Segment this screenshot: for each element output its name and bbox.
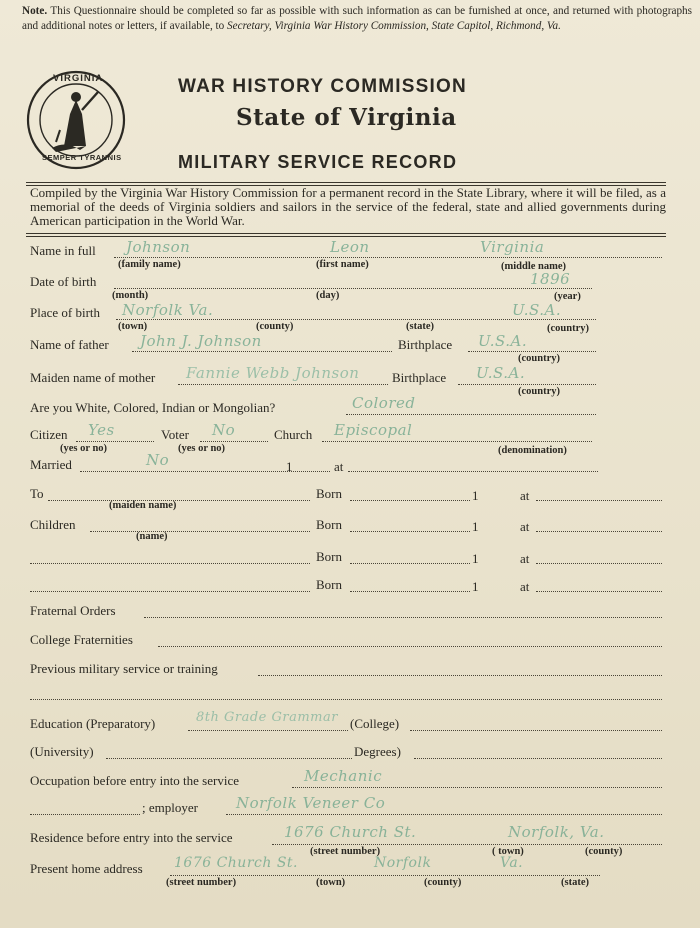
child1-one: 1	[472, 519, 479, 534]
sub-child-name: (name)	[136, 531, 168, 542]
sub-res-street: (street number)	[310, 846, 381, 857]
child1-born: Born	[316, 517, 342, 532]
sub-county: (county)	[256, 321, 294, 332]
married-at: at	[334, 459, 344, 474]
label-mother-birthplace: Birthplace	[392, 370, 447, 385]
seal-top-text: VIRGINIA	[53, 73, 104, 84]
sub-present-state: (state)	[561, 877, 589, 888]
hw-pob-town: Norfolk Va.	[122, 301, 214, 319]
education-college-field[interactable]	[410, 730, 662, 731]
label-citizen: Citizen	[30, 427, 68, 442]
pob-field[interactable]	[116, 319, 596, 320]
child2-at: at	[520, 551, 530, 566]
child2-born-field[interactable]	[350, 563, 470, 564]
sub-citizen-yesno: (yes or no)	[60, 443, 108, 454]
education-prep-field[interactable]	[188, 730, 348, 731]
sub-state: (state)	[406, 321, 434, 332]
label-married: Married	[30, 457, 72, 472]
label-employer: ; employer	[142, 800, 198, 815]
prev-service-field-2[interactable]	[30, 699, 662, 700]
to-field[interactable]	[48, 500, 310, 501]
label-race: Are you White, Colored, Indian or Mongolian?	[30, 400, 276, 415]
father-birthplace-field[interactable]	[468, 351, 596, 352]
child3-born: Born	[316, 577, 342, 592]
voter-field[interactable]	[200, 441, 268, 442]
intro-rule-bottom	[26, 236, 666, 237]
sub-present-street: (street number)	[166, 877, 237, 888]
child2-born: Born	[316, 549, 342, 564]
fraternal-field[interactable]	[144, 617, 662, 618]
child3-at: at	[520, 579, 530, 594]
to-born-field[interactable]	[350, 500, 470, 501]
college-frat-field[interactable]	[158, 646, 662, 647]
sub-year: (year)	[554, 291, 581, 302]
label-mother: Maiden name of mother	[30, 370, 156, 385]
hw-residence-town: Norfolk, Va.	[508, 823, 605, 841]
hw-present-town: Norfolk	[374, 855, 432, 871]
label-dob: Date of birth	[30, 274, 97, 289]
hw-present-street: 1676 Church St.	[174, 855, 298, 871]
label-children: Children	[30, 517, 76, 532]
label-pob: Place of birth	[30, 305, 101, 320]
occupation-field[interactable]	[292, 787, 662, 788]
children-field-1[interactable]	[90, 531, 310, 532]
married-one: 1	[286, 459, 293, 474]
prev-service-field[interactable]	[258, 675, 662, 676]
citizen-field[interactable]	[76, 441, 154, 442]
child1-at: at	[520, 519, 530, 534]
present-field[interactable]	[170, 875, 600, 876]
sub-maiden-name: (maiden name)	[109, 500, 177, 511]
sub-denomination: (denomination)	[498, 445, 567, 456]
sub-town: (town)	[118, 321, 148, 332]
intro-rule-top	[26, 233, 666, 234]
sub-mother-country: (country)	[518, 386, 560, 397]
children-field-3[interactable]	[30, 591, 310, 592]
label-occupation: Occupation before entry into the service	[30, 773, 239, 788]
child1-at-field[interactable]	[536, 531, 662, 532]
hw-occupation: Mechanic	[304, 767, 383, 785]
residence-field[interactable]	[272, 844, 662, 845]
label-name: Name in full	[30, 243, 96, 258]
sub-day: (day)	[316, 290, 340, 301]
sub-res-town: ( town)	[492, 846, 524, 857]
hw-father-birthplace: U.S.A.	[478, 332, 528, 350]
label-present: Present home address	[30, 861, 143, 876]
header-state: State of Virginia	[236, 104, 457, 131]
sub-country: (country)	[547, 323, 589, 334]
child3-one: 1	[472, 579, 479, 594]
to-at-field[interactable]	[536, 500, 662, 501]
intro-paragraph: Compiled by the Virginia War History Commission for a permanent record in the State Library, where it will be filed, as a memorial of the deeds of Virginia soldiers and sailors in the service of the federal, state and allied governments during American participation in the World War.	[30, 185, 666, 228]
hw-father: John J. Johnson	[140, 332, 262, 350]
header-rule-top	[26, 182, 666, 183]
hw-family-name: Johnson	[126, 238, 191, 256]
hw-race: Colored	[352, 394, 416, 412]
sub-present-town: (town)	[316, 877, 346, 888]
sub-middle-name: (middle name)	[501, 261, 567, 272]
to-at: at	[520, 488, 530, 503]
church-field[interactable]	[322, 441, 592, 442]
hw-present-state: Va.	[500, 855, 524, 871]
sub-father-country: (country)	[518, 353, 560, 364]
seal-bottom-text: SEMPER TYRANNIS	[42, 153, 122, 162]
sub-present-county: (county)	[424, 877, 462, 888]
child3-at-field[interactable]	[536, 591, 662, 592]
sub-voter-yesno: (yes or no)	[178, 443, 226, 454]
married-at-field[interactable]	[348, 471, 598, 472]
children-field-2[interactable]	[30, 563, 310, 564]
hw-mother: Fannie Webb Johnson	[186, 364, 360, 382]
hw-voter: No	[212, 421, 236, 439]
hw-residence-street: 1676 Church St.	[284, 823, 417, 841]
child1-born-field[interactable]	[350, 531, 470, 532]
label-college-frat: College Fraternities	[30, 632, 133, 647]
label-university: (University)	[30, 744, 94, 759]
label-to: To	[30, 486, 44, 501]
hw-citizen: Yes	[88, 421, 115, 439]
note-text: This Questionnaire should be completed so far as possible with such information as can be furnished at once, and returned with photographs and additional notes or letters, if available, to	[22, 5, 692, 32]
to-one: 1	[472, 488, 479, 503]
label-father-birthplace: Birthplace	[398, 337, 453, 352]
header-commission: WAR HISTORY COMMISSION	[178, 76, 467, 97]
sub-month: (month)	[112, 290, 149, 301]
mother-field[interactable]	[178, 384, 388, 385]
hw-employer: Norfolk Veneer Co	[236, 794, 386, 812]
instruction-note	[22, 4, 692, 34]
child3-born-field[interactable]	[350, 591, 470, 592]
label-prev-service: Previous military service or training	[30, 661, 218, 676]
label-father: Name of father	[30, 337, 109, 352]
hw-first-name: Leon	[330, 238, 370, 256]
label-education: Education (Preparatory)	[30, 716, 156, 731]
hw-married: No	[146, 451, 170, 469]
sub-res-county: (county)	[585, 846, 623, 857]
race-field[interactable]	[346, 414, 596, 415]
sub-first-name: (first name)	[316, 259, 369, 270]
hw-education: 8th Grade Grammar	[196, 710, 338, 725]
label-voter: Voter	[161, 427, 189, 442]
father-field[interactable]	[132, 351, 392, 352]
note-lead: Note.	[22, 5, 48, 17]
hw-church: Episcopal	[334, 421, 413, 439]
employer-field[interactable]	[226, 814, 662, 815]
header-record-title: MILITARY SERVICE RECORD	[178, 152, 458, 172]
child2-one: 1	[472, 551, 479, 566]
hw-pob-country: U.S.A.	[512, 301, 562, 319]
child2-at-field[interactable]	[536, 563, 662, 564]
label-residence: Residence before entry into the service	[30, 830, 233, 845]
hw-mother-birthplace: U.S.A.	[476, 364, 526, 382]
sub-family-name: (family name)	[118, 259, 181, 270]
note-address: Secretary, Virginia War History Commission, State Capitol, Richmond, Va.	[227, 20, 561, 32]
label-degrees: Degrees)	[354, 744, 401, 759]
label-church: Church	[274, 427, 313, 442]
mother-birthplace-field[interactable]	[458, 384, 596, 385]
label-fraternal: Fraternal Orders	[30, 603, 116, 618]
degrees-field[interactable]	[414, 758, 662, 759]
married-field[interactable]	[80, 471, 330, 472]
name-field[interactable]	[114, 257, 662, 258]
occupation-field-2[interactable]	[30, 814, 140, 815]
to-born: Born	[316, 486, 342, 501]
hw-middle-name: Virginia	[480, 238, 545, 256]
dob-field[interactable]	[114, 288, 592, 289]
label-college: (College)	[350, 716, 400, 731]
university-field[interactable]	[106, 758, 352, 759]
hw-year: 1896	[530, 270, 571, 288]
